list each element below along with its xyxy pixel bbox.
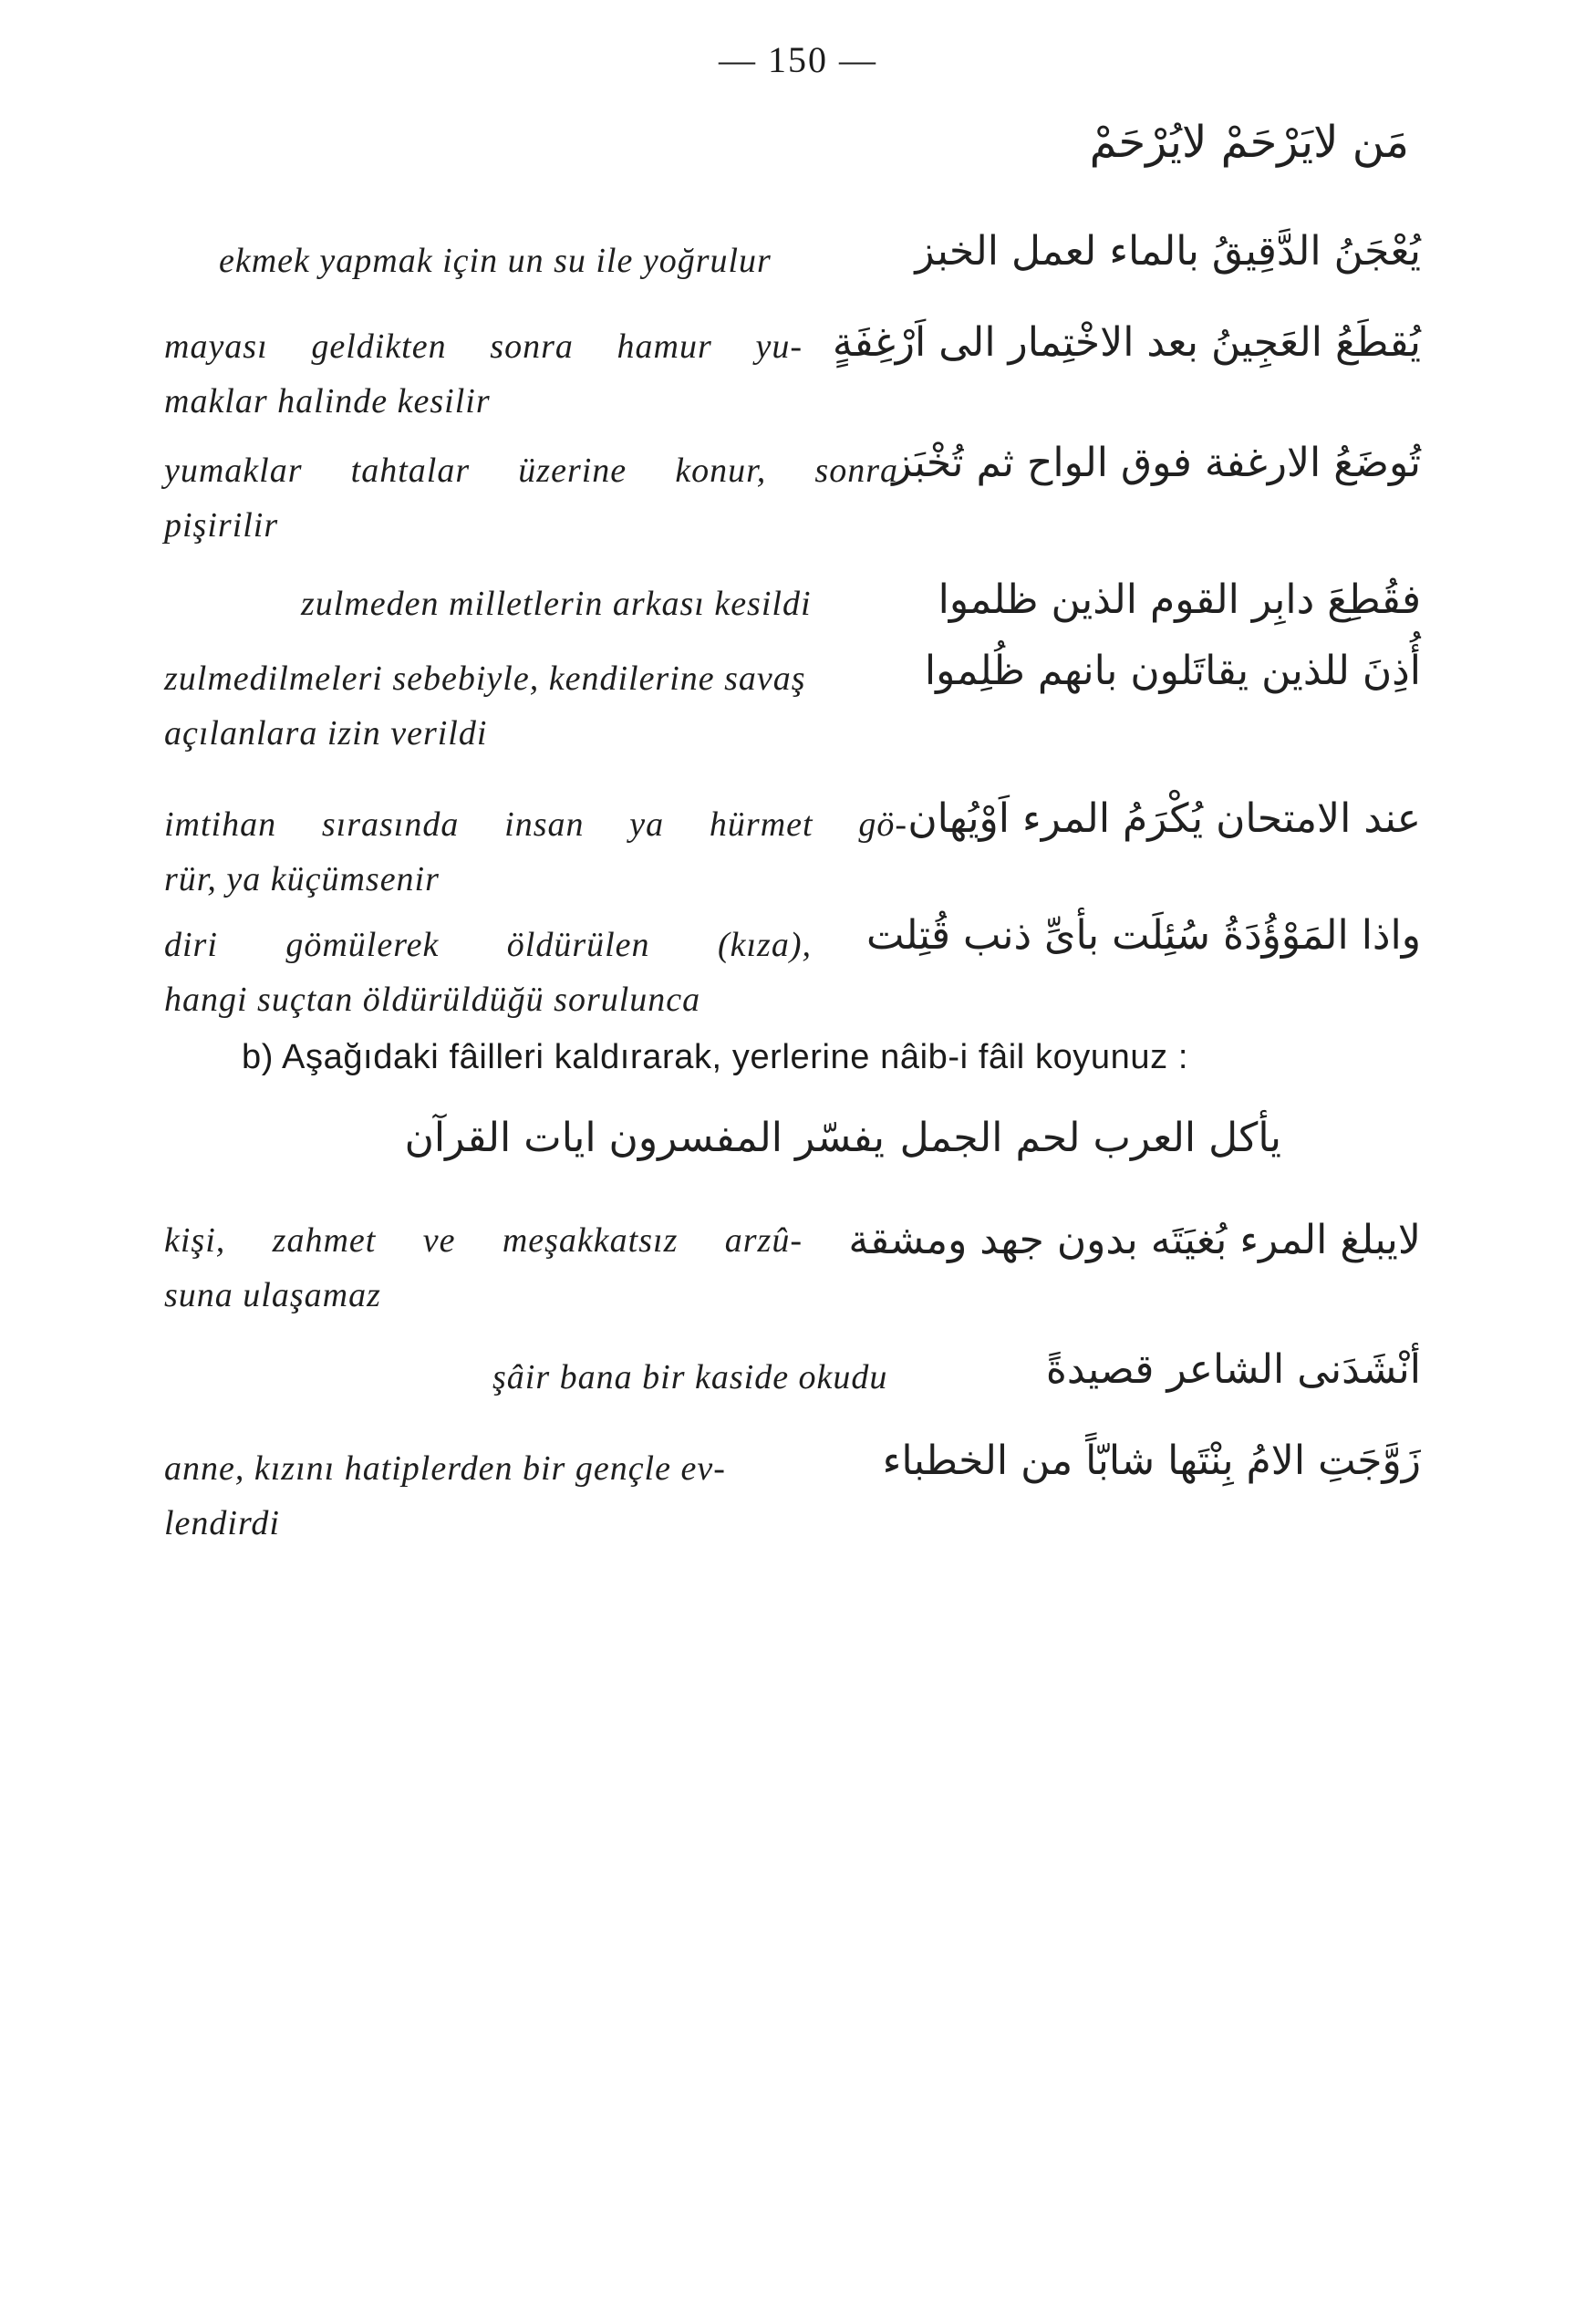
translation-9: [492, 1350, 887, 1405]
arabic-sentence-2: يُقطَعُ العَجِينُ بعد الاخْتِمار الى اَرْغِفَةٍ: [832, 319, 1421, 366]
translation-6: [164, 797, 907, 907]
translation-line: lendirdi: [164, 1504, 280, 1542]
exercise-arabic-2: يفسّر المفسرون ايات القرآن: [404, 1115, 885, 1161]
translation-line: zulmedilmeleri sebebiyle, kendilerine savaş: [164, 659, 806, 698]
translation-4: [301, 576, 812, 631]
translation-line: zulmeden milletlerin arkası kesildi: [301, 585, 812, 623]
translation-line: maklar halinde kesilir: [164, 382, 491, 420]
page-number: — 150 —: [719, 39, 877, 80]
translation-line: hangi suçtan öldürüldüğü sorulunca: [164, 981, 701, 1019]
arabic-sentence-4: فقُطِعَ دابِر القوم الذين ظلموا: [938, 576, 1421, 623]
arabic-sentence-6: عند الامتحان يُكْرَمُ المرء اَوْيُهان: [907, 795, 1421, 842]
translation-3: [164, 443, 898, 553]
translation-1: [219, 234, 772, 288]
translation-line: suna ulaşamaz: [164, 1276, 381, 1314]
translation-2: [164, 319, 803, 429]
translation-line: rür, ya küçümsenir: [164, 860, 440, 898]
exercise-instruction: b) Aşağıdaki fâilleri kaldırarak, yerlerine nâib-i fâil koyunuz :: [242, 1038, 1189, 1076]
arabic-sentence-9: أنْشَدَنى الشاعر قصيدةً: [1045, 1346, 1421, 1393]
translation-line: pişirilir: [164, 506, 279, 545]
translation-7: [164, 918, 812, 1027]
translation-8: [164, 1213, 803, 1323]
translation-line: imtihan sırasında insan ya hürmet gö-: [164, 805, 907, 844]
exercise-arabic-1: يأكل العرب لحم الجمل: [899, 1115, 1281, 1161]
translation-line: anne, kızını hatiplerden bir gençle ev-: [164, 1449, 726, 1488]
translation-line: yumaklar tahtalar üzerine konur, sonra: [164, 452, 898, 490]
translation-line: ekmek yapmak için un su ile yoğrulur: [219, 242, 772, 280]
translation-line: şâir bana bir kaside okudu: [492, 1358, 888, 1396]
translation-line: diri gömülerek öldürülen (kıza),: [164, 926, 812, 964]
arabic-sentence-5: أُذِنَ للذين يقاتَلون بانهم ظُلِموا: [924, 648, 1421, 694]
translation-5: [164, 651, 806, 761]
arabic-sentence-8: لايبلغ المرء بُغيَتَه بدون جهد ومشقة: [848, 1217, 1421, 1263]
arabic-sentence-1: يُعْجَنُ الدَّقِيقُ بالماء لعمل الخبز: [915, 228, 1421, 275]
arabic-sentence-7: واذا المَوْؤُدَةُ سُئِلَت بأىِّ ذنب قُتِلت: [865, 912, 1421, 959]
arabic-sentence-3: تُوضَعُ الارغفة فوق الواح ثم تُخْبَز: [892, 440, 1421, 486]
arabic-heading: مَن لايَرْحَمْ لايُرْحَمْ: [1089, 117, 1409, 168]
translation-line: açılanlara izin verildi: [164, 714, 488, 753]
translation-line: kişi, zahmet ve meşakkatsız arzû-: [164, 1221, 803, 1260]
translation-line: mayası geldikten sonra hamur yu-: [164, 327, 803, 366]
arabic-sentence-10: زَوَّجَتِ الامُ بِنْتَها شابّاً من الخطباء: [882, 1438, 1421, 1484]
translation-10: [164, 1441, 726, 1551]
